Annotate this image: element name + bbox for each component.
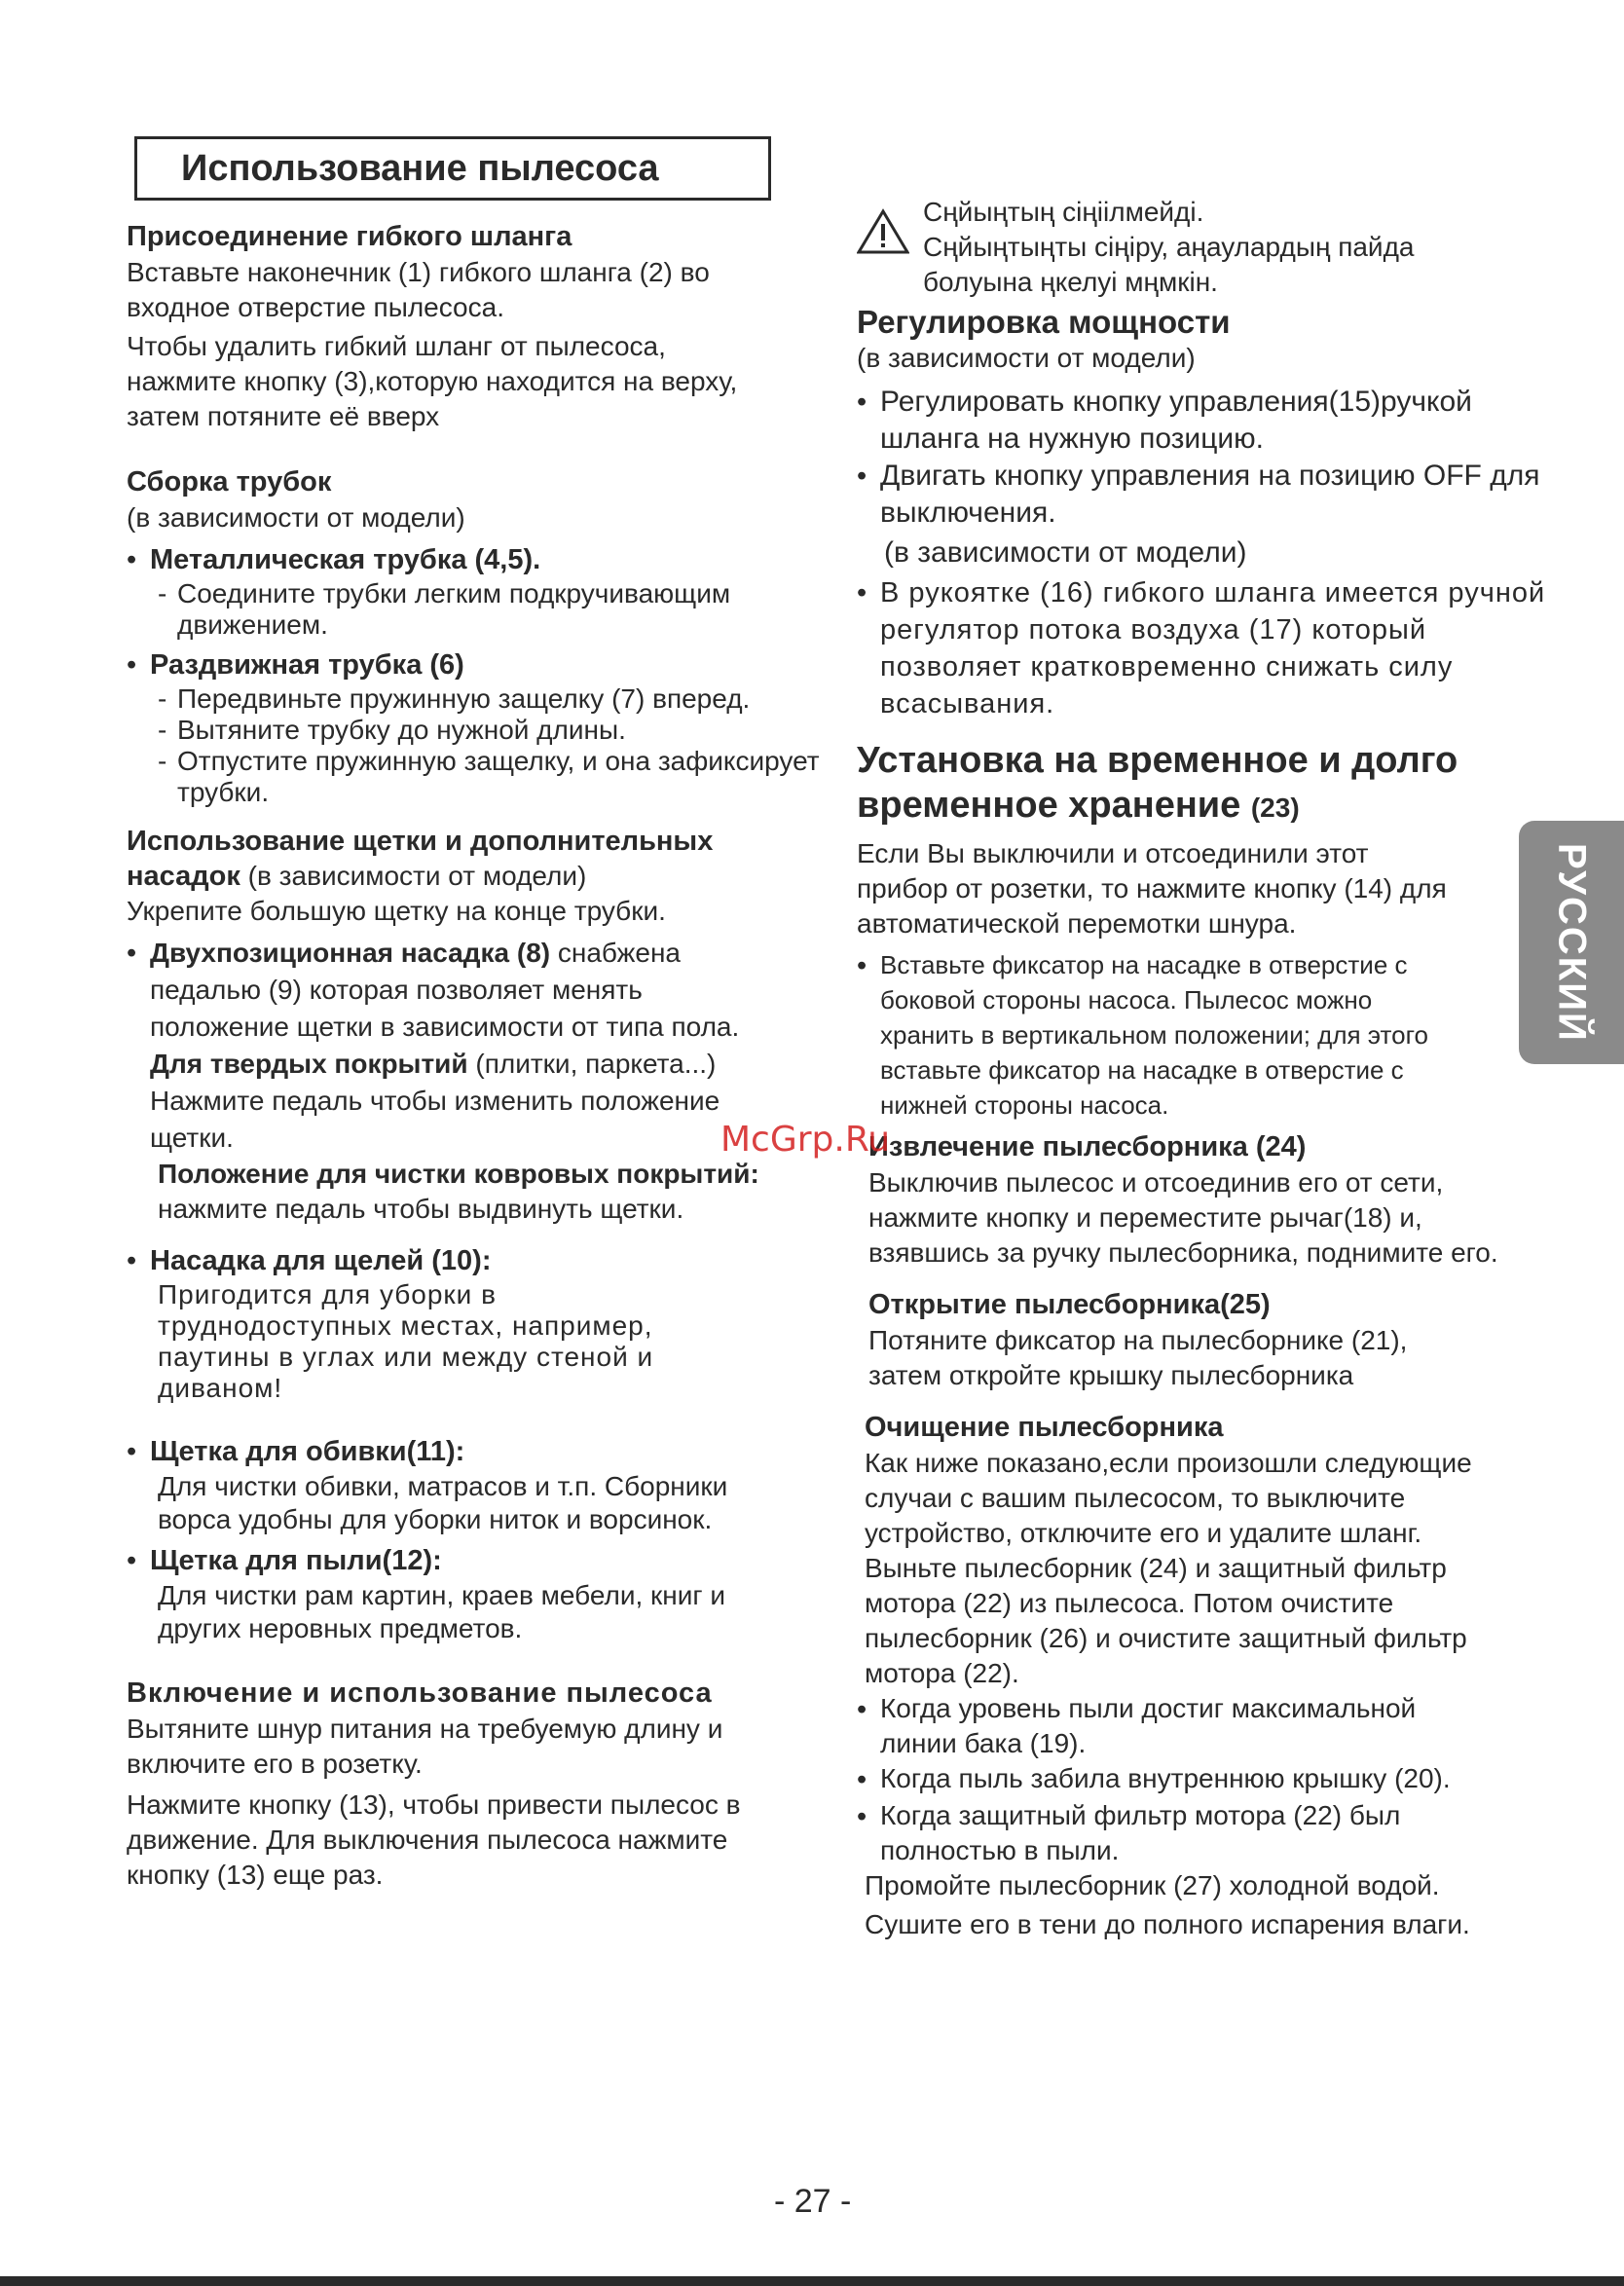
tubes-note: (в зависимости от модели) — [127, 502, 465, 533]
bottom-rule — [0, 2276, 1624, 2286]
hose-text-2: Чтобы удалить гибкий шланг от пылесоса, нажмите кнопку (3),которую находится на верху, затем потяните её вверх — [127, 331, 738, 431]
dust-brush-text: Для чистки рам картин, краев мебели, книг и других неровных предметов. — [158, 1580, 726, 1643]
open-bin-text: Потяните фиксатор на пылесборнике (21), затем откройте крышку пылесборника — [868, 1325, 1408, 1390]
warning-line-2: Сңйыңтыңты сіңіру, аңаулардың пайда болуына ңкелуі мңмкін. — [923, 232, 1415, 297]
language-tab — [1519, 821, 1624, 1064]
power-item-1: • Регулировать кнопку управления(15)ручкой шланга на нужную позицию. — [857, 386, 1472, 455]
storage-text: Если Вы выключили и отсоединили этот прибор от розетки, то нажмите кнопку (14) для автоматической перемотки шнура. — [857, 838, 1447, 939]
clean-bin-item-2: • Когда пыль забила внутреннюю крышку (20). — [857, 1763, 1451, 1795]
power-on-text-2: Нажмите кнопку (13), чтобы привести пылесос в движение. Для выключения пылесоса нажмите кнопку (13) еще раз. — [127, 1789, 741, 1890]
metal-tube-title: Металлическая трубка (4,5). — [150, 544, 541, 575]
power-item-2: • Двигать кнопку управления на позицию OFF для выключения. — [857, 460, 1540, 529]
power-item-3: • В рукоятке (16) гибкого шланга имеется ручной регулятор потока воздуха (17) который позволяет кратковременно снижать силу всасывания. — [857, 577, 1546, 719]
dust-brush-item: • Щетка для пыли(12): — [127, 1542, 828, 1579]
warning-block — [857, 195, 1572, 300]
crevice-title: Насадка для щелей (10): — [150, 1245, 492, 1276]
page-number: - 27 - — [774, 2183, 852, 2220]
left-column — [127, 136, 828, 1893]
open-bin-heading: Открытие пылесборника(25) — [868, 1289, 1271, 1320]
warning-icon — [857, 195, 909, 300]
crevice-item: • Насадка для щелей (10): — [127, 1242, 828, 1279]
section-title: Использование пылесоса — [134, 136, 771, 201]
telescopic-step-3: - Отпустите пружинную защелку, и она зафиксирует трубки. — [158, 746, 820, 807]
clean-bin-rinse: Промойте пылесборник (27) холодной водой. — [865, 1870, 1440, 1900]
right-column — [857, 195, 1572, 1942]
upholstery-item: • Щетка для обивки(11): — [127, 1433, 828, 1470]
watermark: McGrp.Ru — [720, 1120, 891, 1160]
power-item-2-note: (в зависимости от модели) — [884, 536, 1247, 569]
clean-bin-heading: Очищение пылесборника — [865, 1412, 1224, 1443]
brushes-heading: Использование щетки и дополнительных насадок (в зависимости от модели) — [127, 826, 714, 892]
remove-bin-heading: Извлечение пылесборника (24) — [868, 1131, 1307, 1162]
metal-tube-item: • Металлическая трубка (4,5). — [127, 541, 828, 578]
dust-brush-title: Щетка для пыли(12): — [150, 1545, 442, 1576]
carpet-text: нажмите педаль чтобы выдвинуть щетки. — [158, 1194, 684, 1224]
power-on-text-1: Вытяните шнур питания на требуемую длину и включите его в розетку. — [127, 1714, 723, 1779]
crevice-text: Пригодится для уборки в труднодоступных местах, например, паутины в углах или между стеной и диваном! — [158, 1279, 654, 1403]
telescopic-tube-title: Раздвижная трубка (6) — [150, 649, 464, 681]
telescopic-step-1: - Передвиньте пружинную защелку (7) вперед. — [158, 683, 751, 714]
clean-bin-text: Как ниже показано,если произошли следующие случаи с вашим пылесосом, то выключите устройство, отключите его и удалите шланг. Выньте пылесборник (24) и защитный фильтр мотора (22) из пылесоса. Потом очистите пылесборник (26) и очистите защитный фильтр мотора (22). — [865, 1448, 1472, 1688]
hose-heading: Присоединение гибкого шланга — [127, 221, 572, 252]
metal-tube-step: - Соедините трубки легким подкручивающим движением. — [158, 578, 731, 640]
power-on-heading: Включение и использование пылесоса — [127, 1678, 713, 1709]
tubes-heading: Сборка трубок — [127, 466, 332, 498]
storage-heading: Установка на временное и долго временное хранение (23) — [857, 740, 1458, 826]
dual-nozzle-item: • Двухпозиционная насадка (8) снабжена педалью (9) которая позволяет менять положение щетки в зависимости от типа пола. Для твердых покрытий (плитки, паркета...) Нажмите педаль чтобы изменить положение щетки. — [127, 938, 740, 1153]
brushes-intro: Укрепите большую щетку на конце трубки. — [127, 896, 666, 926]
warning-line-1: Сңйыңтың сіңіілмейді. — [923, 197, 1204, 227]
hose-text-1: Вставьте наконечник (1) гибкого шланга (2) во входное отверстие пылесоса. — [127, 257, 710, 322]
upholstery-title: Щетка для обивки(11): — [150, 1436, 465, 1467]
power-heading: Регулировка мощности — [857, 304, 1231, 340]
clean-bin-dry: Сушите его в тени до полного испарения влаги. — [865, 1909, 1470, 1939]
clean-bin-item-1: • Когда уровень пыли достиг максимальной линии бака (19). — [857, 1693, 1417, 1758]
storage-item: • Вставьте фиксатор на насадке в отверстие с боковой стороны насоса. Пылесос можно хранить в вертикальном положении; для этого вставьте фиксатор на насадке в отверстие с нижней стороны насоса. — [857, 950, 1428, 1120]
language-tab-label: РУССКИЙ — [1550, 842, 1594, 1043]
telescopic-step-2: - Вытяните трубку до нужной длины. — [158, 715, 626, 745]
telescopic-tube-item: • Раздвижная трубка (6) — [127, 646, 828, 683]
power-note: (в зависимости от модели) — [857, 343, 1196, 373]
upholstery-text: Для чистки обивки, матрасов и т.п. Сборники ворса удобны для уборки ниток и ворсинок. — [158, 1471, 728, 1534]
carpet-position: Положение для чистки ковровых покрытий: — [158, 1159, 759, 1189]
clean-bin-item-3: • Когда защитный фильтр мотора (22) был полностью в пыли. — [857, 1800, 1401, 1865]
remove-bin-text: Выключив пылесос и отсоединив его от сети, нажмите кнопку и переместите рычаг(18) и, взявшись за ручку пылесборника, поднимите его. — [868, 1167, 1498, 1268]
